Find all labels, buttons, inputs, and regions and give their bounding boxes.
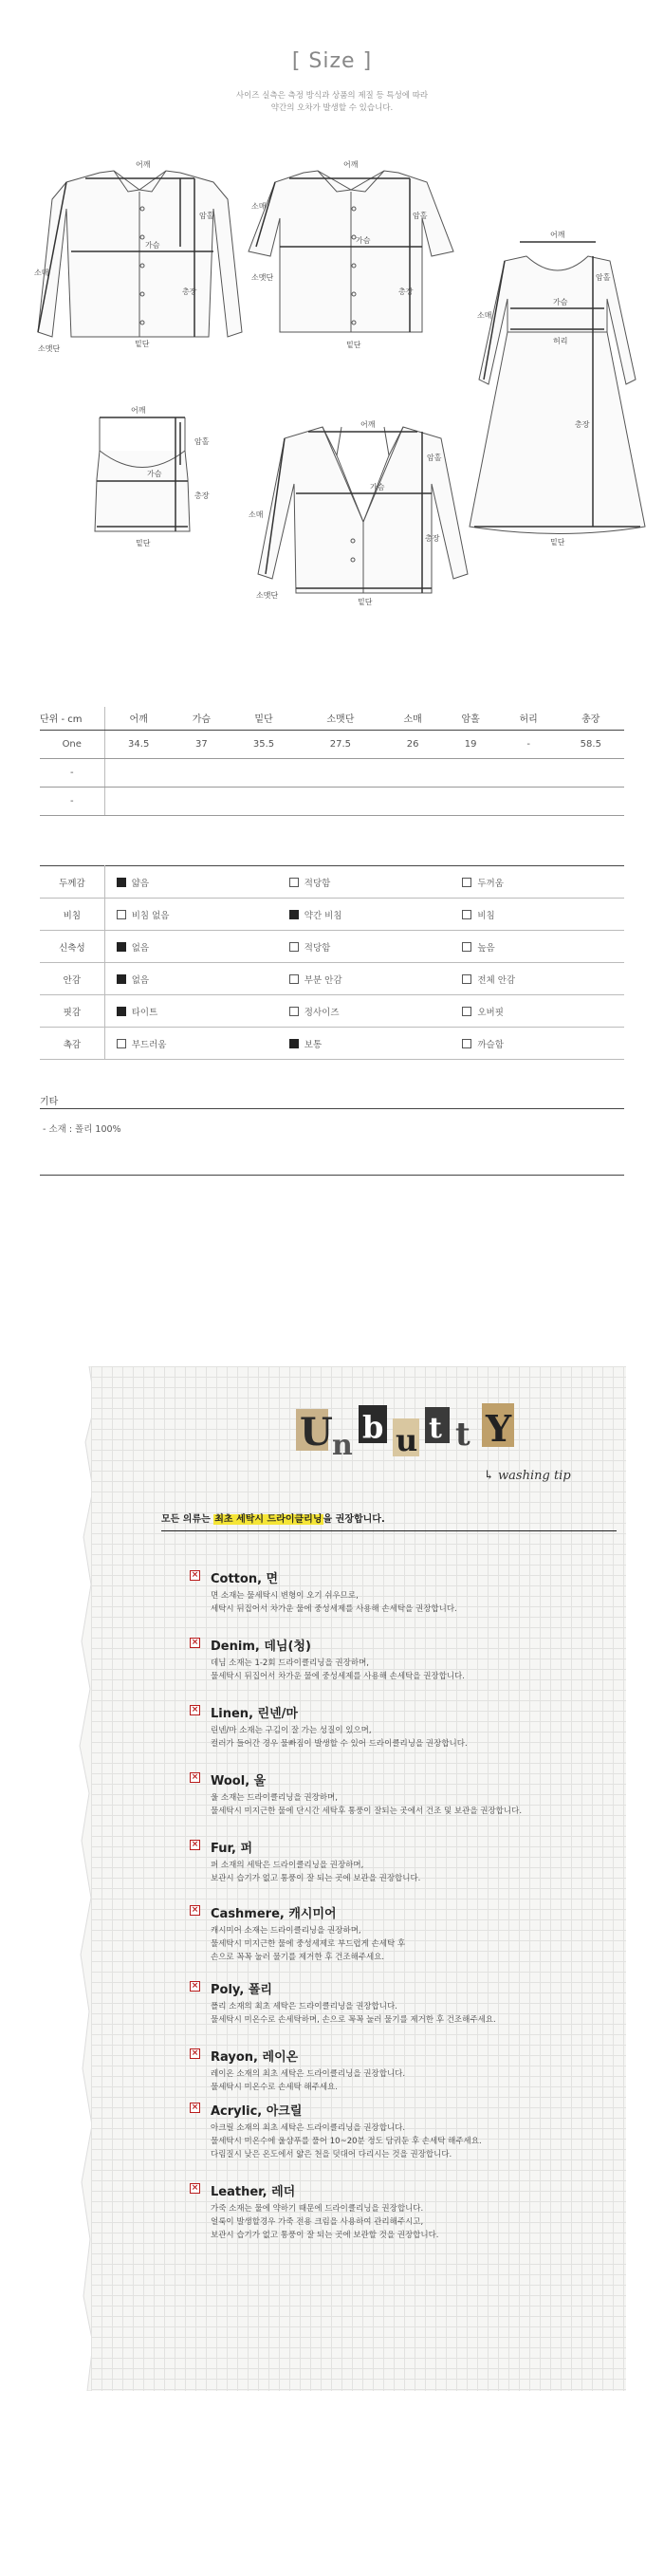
- svg-text:n: n: [332, 1429, 353, 1462]
- svg-text:t: t: [429, 1412, 442, 1445]
- table-cell: 58.5: [558, 730, 624, 758]
- jacket-shoulder-label: 어깨: [360, 420, 376, 429]
- table-cell: [104, 758, 173, 787]
- table-cell: One: [40, 730, 104, 758]
- property-option-label: 비침: [477, 910, 495, 921]
- property-option: [104, 866, 278, 899]
- property-option: [451, 866, 624, 899]
- unchecked-checkbox-icon: [462, 974, 471, 984]
- unchecked-checkbox-icon: [117, 1039, 126, 1048]
- table-cell: 27.5: [297, 730, 383, 758]
- property-row: [40, 899, 624, 931]
- property-option: [104, 899, 278, 931]
- camisole-illustration: [95, 417, 190, 531]
- checked-checkbox-icon: [117, 1007, 126, 1016]
- svg-text:b: b: [362, 1409, 384, 1445]
- shirt1-sleeve-label: 소매: [34, 269, 49, 277]
- table-cell: 26: [384, 730, 442, 758]
- shirt1-chest-label: 가슴: [145, 241, 160, 250]
- size-header-hem: 밑단: [231, 707, 297, 730]
- size-table-header: [40, 707, 624, 730]
- no-wash-x-icon: ×: [191, 2048, 199, 2058]
- table-cell: -: [500, 730, 558, 758]
- shirt1-hem-label: 밑단: [135, 340, 150, 348]
- size-header-sleeve: 소매: [384, 707, 442, 730]
- property-label: 신축성: [40, 931, 104, 963]
- notice-prefix: 모든 의류는: [161, 1514, 214, 1525]
- jacket-cuff-label: 소맷단: [256, 591, 279, 600]
- fabric-title: Fur, 퍼: [211, 1842, 253, 1856]
- unchecked-checkbox-icon: [289, 942, 299, 952]
- unchecked-checkbox-icon: [462, 878, 471, 887]
- property-option-label: 두꺼움: [477, 878, 504, 889]
- fabric-title: Poly, 폴리: [211, 1983, 272, 1997]
- fabric-title: Rayon, 레이온: [211, 2050, 299, 2065]
- dress-shoulder-label: 어깨: [550, 231, 565, 239]
- size-description-line-1: 사이즈 실측은 측정 방식과 상품의 제질 등 특성에 따라: [235, 91, 429, 101]
- table-cell: 19: [442, 730, 500, 758]
- fabric-properties-table: [40, 865, 624, 1060]
- fabric-description: 퍼 소재의 세탁은 드라이클리닝을 권장하며, 보관시 습기가 없고 통풍이 잘 되는 곳에 보관을 권장합니다.: [211, 1861, 421, 1883]
- unchecked-checkbox-icon: [462, 1039, 471, 1048]
- no-wash-x-icon: ×: [191, 1772, 199, 1782]
- table-cell: [558, 787, 624, 815]
- jacket-illustration: [258, 427, 468, 593]
- table-cell: [297, 758, 383, 787]
- fabric-description: 캐시미어 소재는 드라이클리닝을 권장하며, 물세탁시 미지근한 물에 중성세제로 부드럽게 손세탁 후 손으로 꼭꼭 눌러 물기를 제거한 후 건조해주세요.: [211, 1926, 406, 1962]
- fabric-title: Linen, 린넨/마: [211, 1707, 298, 1721]
- property-label: 촉감: [40, 1028, 104, 1060]
- property-label: 비침: [40, 899, 104, 931]
- size-header-length: 총장: [558, 707, 624, 730]
- property-option-label: 정사이즈: [304, 1007, 340, 1018]
- fabric-description: 울 소재는 드라이클리닝을 권장하며, 물세탁시 미지근한 물에 단시간 세탁후 통풍이 잘되는 곳에서 건조 및 보관을 권장합니다.: [211, 1793, 523, 1816]
- jacket-length-label: 총장: [425, 534, 440, 543]
- long-sleeve-shirt-illustration: [38, 171, 242, 337]
- property-option-label: 비침 없음: [131, 910, 170, 921]
- table-cell: 35.5: [231, 730, 297, 758]
- table-row: [40, 758, 624, 787]
- property-option: [451, 931, 624, 963]
- fabric-title: Acrylic, 아크릴: [211, 2104, 303, 2119]
- svg-text:t: t: [455, 1416, 470, 1454]
- table-cell: [500, 758, 558, 787]
- no-wash-x-icon: ×: [191, 1705, 199, 1714]
- no-wash-x-icon: ×: [191, 1570, 199, 1580]
- property-option-label: 높음: [477, 942, 495, 954]
- checked-checkbox-icon: [117, 942, 126, 952]
- shirt2-sleeve-label: 소매: [251, 202, 267, 211]
- unchecked-checkbox-icon: [462, 1007, 471, 1016]
- property-option-label: 약간 비침: [304, 910, 342, 921]
- checked-checkbox-icon: [289, 1039, 299, 1048]
- size-header-shoulder: 어깨: [104, 707, 173, 730]
- size-header-armhole: 암홀: [442, 707, 500, 730]
- checked-checkbox-icon: [117, 878, 126, 887]
- table-cell: [297, 787, 383, 815]
- size-header-unit: 단위 - cm: [40, 707, 104, 730]
- dress-length-label: 총장: [575, 420, 590, 429]
- shirt1-length-label: 총장: [182, 287, 197, 296]
- table-cell: [173, 787, 231, 815]
- table-cell: -: [40, 787, 104, 815]
- shirt2-hem-label: 밑단: [346, 341, 361, 349]
- table-cell: [500, 787, 558, 815]
- jacket-sleeve-label: 소매: [249, 510, 264, 519]
- no-wash-x-icon: ×: [191, 2103, 199, 2112]
- property-option-label: 부분 안감: [304, 974, 342, 986]
- property-row: [40, 931, 624, 963]
- fabric-title: Leather, 레더: [211, 2185, 296, 2199]
- property-option: [451, 1028, 624, 1060]
- property-option-label: 전체 안감: [477, 974, 516, 986]
- divider: [40, 1108, 624, 1109]
- property-option: [278, 931, 452, 963]
- dress-chest-label: 가슴: [553, 298, 568, 306]
- no-wash-x-icon: ×: [191, 1840, 199, 1849]
- checked-checkbox-icon: [289, 910, 299, 919]
- property-label: 두께감: [40, 866, 104, 899]
- short-sleeve-shirt-illustration: [249, 171, 453, 332]
- fabric-title: Denim, 데님(청): [211, 1640, 311, 1654]
- shirt2-chest-label: 가슴: [356, 236, 371, 245]
- unchecked-checkbox-icon: [462, 942, 471, 952]
- checked-checkbox-icon: [117, 974, 126, 984]
- table-cell: 34.5: [104, 730, 173, 758]
- property-option: [451, 899, 624, 931]
- table-cell: [384, 758, 442, 787]
- property-option: [278, 995, 452, 1028]
- shirt2-shoulder-label: 어깨: [343, 160, 359, 169]
- property-option: [278, 899, 452, 931]
- svg-text:U: U: [300, 1410, 333, 1455]
- shirt1-cuff-label: 소맷단: [38, 344, 61, 353]
- table-row: [40, 787, 624, 815]
- property-option-label: 까슬함: [477, 1039, 504, 1050]
- dress-hem-label: 밑단: [550, 538, 565, 547]
- size-description: [0, 90, 664, 115]
- size-header-chest: 가슴: [173, 707, 231, 730]
- property-option-label: 없음: [131, 942, 150, 954]
- no-wash-x-icon: ×: [191, 1638, 199, 1647]
- property-option-label: 적당함: [304, 878, 331, 889]
- property-option: [104, 995, 278, 1028]
- fabric-title: Cotton, 면: [211, 1572, 279, 1586]
- property-option: [104, 931, 278, 963]
- jacket-hem-label: 밑단: [358, 598, 373, 606]
- property-row: [40, 866, 624, 899]
- unchecked-checkbox-icon: [289, 974, 299, 984]
- property-option-label: 타이트: [131, 1007, 158, 1018]
- size-table: [40, 707, 624, 816]
- property-row: [40, 995, 624, 1028]
- table-cell: 37: [173, 730, 231, 758]
- shirt2-cuff-label: 소맷단: [251, 273, 274, 282]
- property-option: [451, 963, 624, 995]
- no-wash-x-icon: ×: [191, 1905, 199, 1915]
- fabric-title: Wool, 울: [211, 1774, 267, 1788]
- fabric-title: Cashmere, 캐시미어: [211, 1907, 337, 1921]
- dress-illustration: [470, 242, 645, 534]
- table-row: [40, 730, 624, 758]
- fabric-description: 면 소재는 물세탁시 변형이 오기 쉬우므로, 세탁시 뒤집어서 차가운 물에 중성세제를 사용해 손세탁을 권장합니다.: [211, 1591, 457, 1614]
- property-option-label: 보통: [304, 1039, 323, 1050]
- jacket-chest-label: 가슴: [370, 483, 385, 491]
- table-cell: [442, 758, 500, 787]
- washing-tip-title: ↳ washing tip: [484, 1469, 571, 1483]
- table-cell: [231, 758, 297, 787]
- garment-measurement-illustrations: [0, 142, 664, 655]
- shirt2-armhole-label: 암홀: [413, 212, 428, 220]
- size-header-waist: 허리: [500, 707, 558, 730]
- svg-text:u: u: [396, 1422, 418, 1458]
- property-option: [278, 963, 452, 995]
- fabric-description: 가죽 소재는 물에 약하기 때문에 드라이클리닝을 권장합니다. 얼룩이 발생할경우 가죽 전용 크림을 사용하여 관리해주시고, 보관시 습기가 없고 통풍이 잘 되는 곳에 보관할 것을 권장합니다.: [211, 2204, 439, 2240]
- no-wash-x-icon: ×: [191, 2183, 199, 2193]
- camisole-length-label: 총장: [194, 491, 210, 500]
- property-row: [40, 1028, 624, 1060]
- notice-suffix: 을 권장합니다.: [323, 1514, 385, 1525]
- size-title: [ Size ]: [291, 49, 373, 73]
- table-cell: [384, 787, 442, 815]
- camisole-armhole-label: 암홀: [194, 437, 210, 446]
- dress-waist-label: 허리: [553, 337, 568, 345]
- property-option: [104, 1028, 278, 1060]
- property-option-label: 부드러움: [131, 1039, 167, 1050]
- fabric-description: 아크릴 소재의 최초 세탁은 드라이클리닝을 권장합니다. 물세탁시 미온수에 울샴푸를 풀어 10~20분 정도 담궈둔 후 손세탁 해주세요. 다림질시 낮은 온도에서 얇은 천을 덧대어 다리시는 것을 권장합니다.: [211, 2123, 482, 2159]
- property-option-label: 오버핏: [477, 1007, 504, 1018]
- unchecked-checkbox-icon: [117, 910, 126, 919]
- notice-highlight: 최초 세탁시 드라이클리닝: [214, 1514, 323, 1525]
- property-option: [451, 995, 624, 1028]
- no-wash-x-icon: ×: [191, 1981, 199, 1991]
- property-option-label: 얇음: [131, 878, 150, 889]
- dress-sleeve-label: 소매: [477, 311, 492, 320]
- shirt1-shoulder-label: 어깨: [136, 160, 151, 169]
- shirt1-armhole-label: 암홀: [199, 212, 214, 220]
- table-cell: -: [40, 758, 104, 787]
- property-option: [278, 866, 452, 899]
- etc-label: 기타: [40, 1097, 59, 1107]
- table-cell: [558, 758, 624, 787]
- camisole-hem-label: 밑단: [136, 539, 151, 547]
- washing-notice: [161, 1510, 617, 1531]
- property-option-label: 적당함: [304, 942, 331, 954]
- divider: [40, 1175, 624, 1176]
- washing-tip-text: washing tip: [498, 1469, 571, 1483]
- property-row: [40, 963, 624, 995]
- camisole-chest-label: 가슴: [147, 470, 162, 478]
- property-label: 핏감: [40, 995, 104, 1028]
- property-option: [104, 963, 278, 995]
- unchecked-checkbox-icon: [289, 878, 299, 887]
- svg-text:Y: Y: [486, 1407, 512, 1450]
- unchecked-checkbox-icon: [289, 1007, 299, 1016]
- material-text: - 소재 : 폴리 100%: [43, 1124, 121, 1135]
- jacket-armhole-label: 암홀: [427, 454, 442, 462]
- fabric-description: 린넨/마 소재는 구김이 잘 가는 성질이 있으며, 컬러가 들어간 경우 물빠짐이 발생할 수 있어 드라이클리닝을 권장합니다.: [211, 1726, 468, 1749]
- table-cell: [104, 787, 173, 815]
- shirt2-length-label: 총장: [398, 287, 414, 296]
- property-label: 안감: [40, 963, 104, 995]
- table-cell: [173, 758, 231, 787]
- table-cell: [231, 787, 297, 815]
- table-cell: [442, 787, 500, 815]
- property-option-label: 없음: [131, 974, 150, 986]
- size-description-line-2: 약간의 오차가 발생할 수 있습니다.: [270, 103, 394, 113]
- fabric-description: 레이온 소재의 최초 세탁은 드라이클리닝을 권장합니다. 물세탁시 미온수로 손세탁 해주세요.: [211, 2069, 406, 2092]
- dress-armhole-label: 암홀: [596, 273, 611, 282]
- property-option: [278, 1028, 452, 1060]
- fabric-description: 데님 소재는 1-2회 드라이클리닝을 권장하며, 물세탁시 뒤집어서 차가운 물에 중성세제를 사용해 손세탁을 권장합니다.: [211, 1659, 465, 1681]
- size-header-cuff: 소맷단: [297, 707, 383, 730]
- camisole-shoulder-label: 어깨: [131, 406, 146, 415]
- fabric-description: 폴리 소재의 최초 세탁은 드라이클리닝을 권장합니다. 물세탁시 미온수로 손세탁하며, 손으로 꼭꼭 눌러 물기를 제거한 후 건조해주세요.: [211, 2002, 496, 2025]
- unchecked-checkbox-icon: [462, 910, 471, 919]
